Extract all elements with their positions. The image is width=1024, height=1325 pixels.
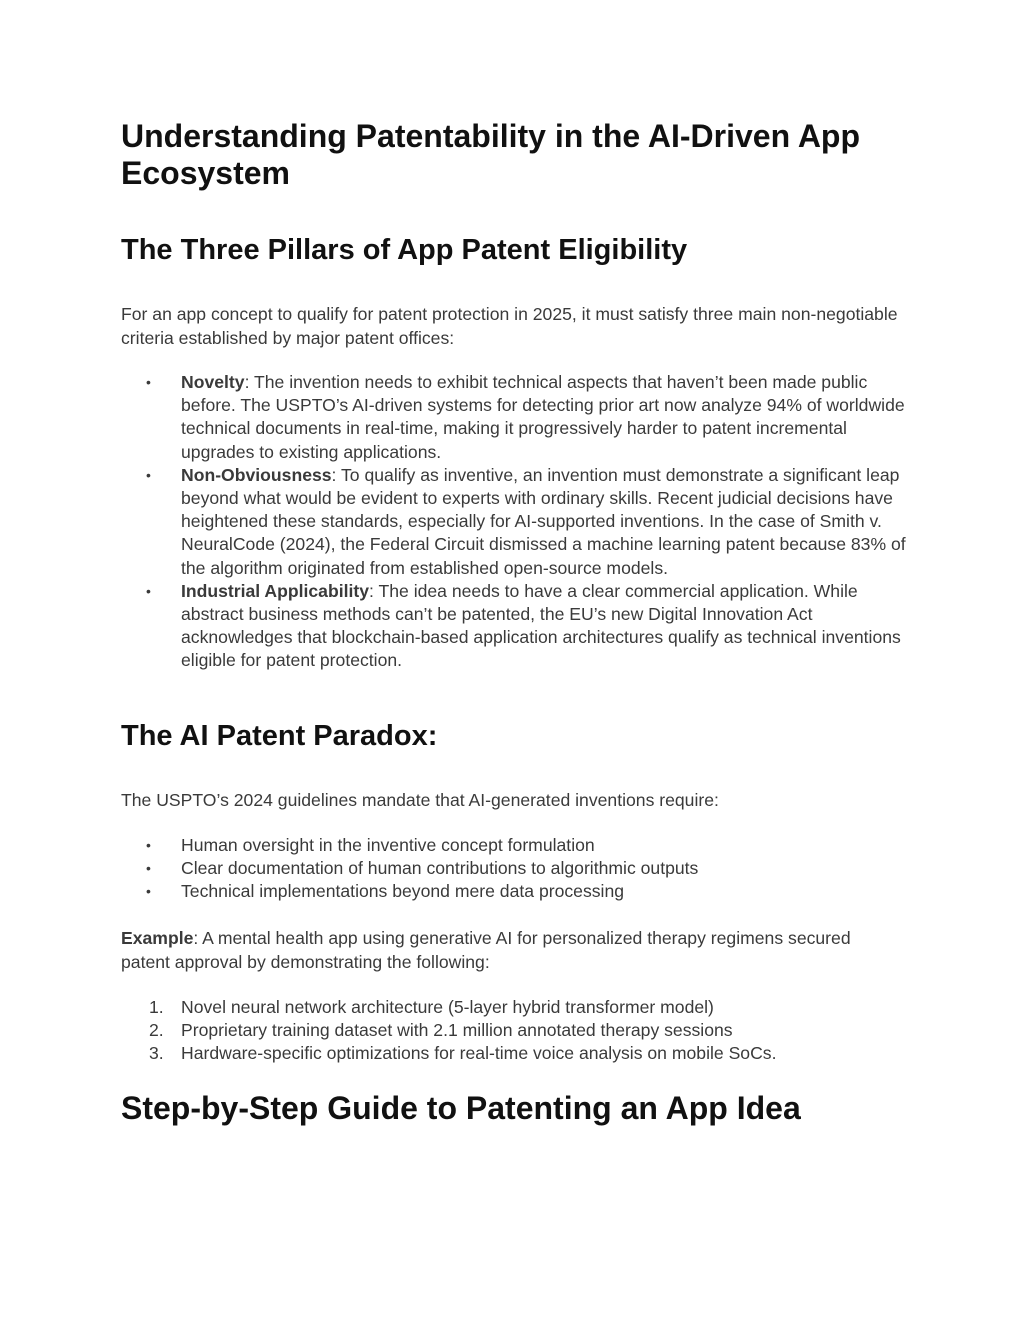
example-text: : A mental health app using generative AI for personalized therapy regimens secured patent approval by demonstrating the following: bbox=[121, 928, 851, 972]
step-text: Novel neural network architecture (5-layer hybrid transformer model) bbox=[181, 997, 714, 1017]
requirement-text: Technical implementations beyond mere data processing bbox=[181, 881, 625, 902]
pillar-term: Industrial Applicability bbox=[181, 580, 370, 601]
pillar-term: Novelty bbox=[181, 372, 245, 392]
example-label: Example bbox=[121, 928, 194, 948]
pillar-description: : To qualify as inventive, an invention must demonstrate a significant leap beyond what would be evident to experts with ordinary skills. Recent judicial decisions have heightened these standards, especially for AI-supported inventions. In the case of Smith v. NeuralCode (2024), the Federal Circuit dismissed a machine learning patent because 83% of the algorithm originated from established open-source models. bbox=[181, 464, 906, 578]
requirement-text: Clear documentation of human contributions to algorithmic outputs bbox=[181, 858, 699, 879]
bullet-icon: • bbox=[146, 582, 151, 599]
paradox-intro-paragraph: The USPTO’s 2024 guidelines mandate that AI-generated inventions require: bbox=[121, 790, 719, 810]
step-text: Hardware-specific optimizations for real-time voice analysis on mobile SoCs. bbox=[181, 1043, 777, 1064]
list-number: 2. bbox=[149, 1020, 164, 1041]
list-item bbox=[121, 371, 911, 464]
list-number: 3. bbox=[149, 1043, 164, 1064]
list-item bbox=[121, 1019, 776, 1042]
pillar-description: : The invention needs to exhibit technical aspects that haven’t been made public before. The USPTO’s AI-driven systems for detecting prior art now analyze 94% of worldwide technical documents in real-time, making it progressively harder to patent incremental upgrades to existing applications. bbox=[181, 372, 905, 462]
requirement-text: Human oversight in the inventive concept formulation bbox=[181, 835, 595, 855]
example-paragraph bbox=[121, 927, 901, 974]
pillars-list bbox=[121, 371, 911, 673]
section-heading-guide: Step-by-Step Guide to Patenting an App Idea bbox=[121, 1090, 801, 1126]
document-title: Understanding Patentability in the AI-Driven App Ecosystem bbox=[121, 118, 861, 191]
step-text: Proprietary training dataset with 2.1 million annotated therapy sessions bbox=[181, 1020, 733, 1041]
pillar-description: : The idea needs to have a clear commercial application. While abstract business methods can’t be patented, the EU’s new Digital Innovation Act acknowledges that blockchain-based application architectures qualify as technical inventions eligible for patent protection. bbox=[181, 580, 901, 671]
list-number: 1. bbox=[149, 997, 164, 1017]
list-item bbox=[121, 996, 776, 1019]
example-steps-list bbox=[121, 996, 776, 1066]
pillars-intro-paragraph: For an app concept to qualify for patent protection in 2025, it must satisfy three main non-negotiable criteria established by major patent offices: bbox=[121, 304, 898, 348]
section-heading-pillars: The Three Pillars of App Patent Eligibility bbox=[121, 234, 688, 266]
pillar-term: Non-Obviousness bbox=[181, 464, 332, 485]
list-item bbox=[121, 1042, 776, 1065]
section-heading-paradox: The AI Patent Paradox: bbox=[121, 720, 438, 752]
bullet-icon: • bbox=[146, 883, 151, 900]
list-item bbox=[121, 580, 911, 673]
bullet-icon: • bbox=[146, 860, 151, 877]
list-item bbox=[121, 857, 698, 880]
bullet-icon: • bbox=[146, 466, 151, 483]
bullet-icon: • bbox=[146, 374, 151, 390]
requirements-list bbox=[121, 834, 698, 904]
list-item bbox=[121, 464, 911, 580]
bullet-icon: • bbox=[146, 837, 151, 853]
list-item bbox=[121, 834, 698, 857]
list-item bbox=[121, 880, 698, 903]
